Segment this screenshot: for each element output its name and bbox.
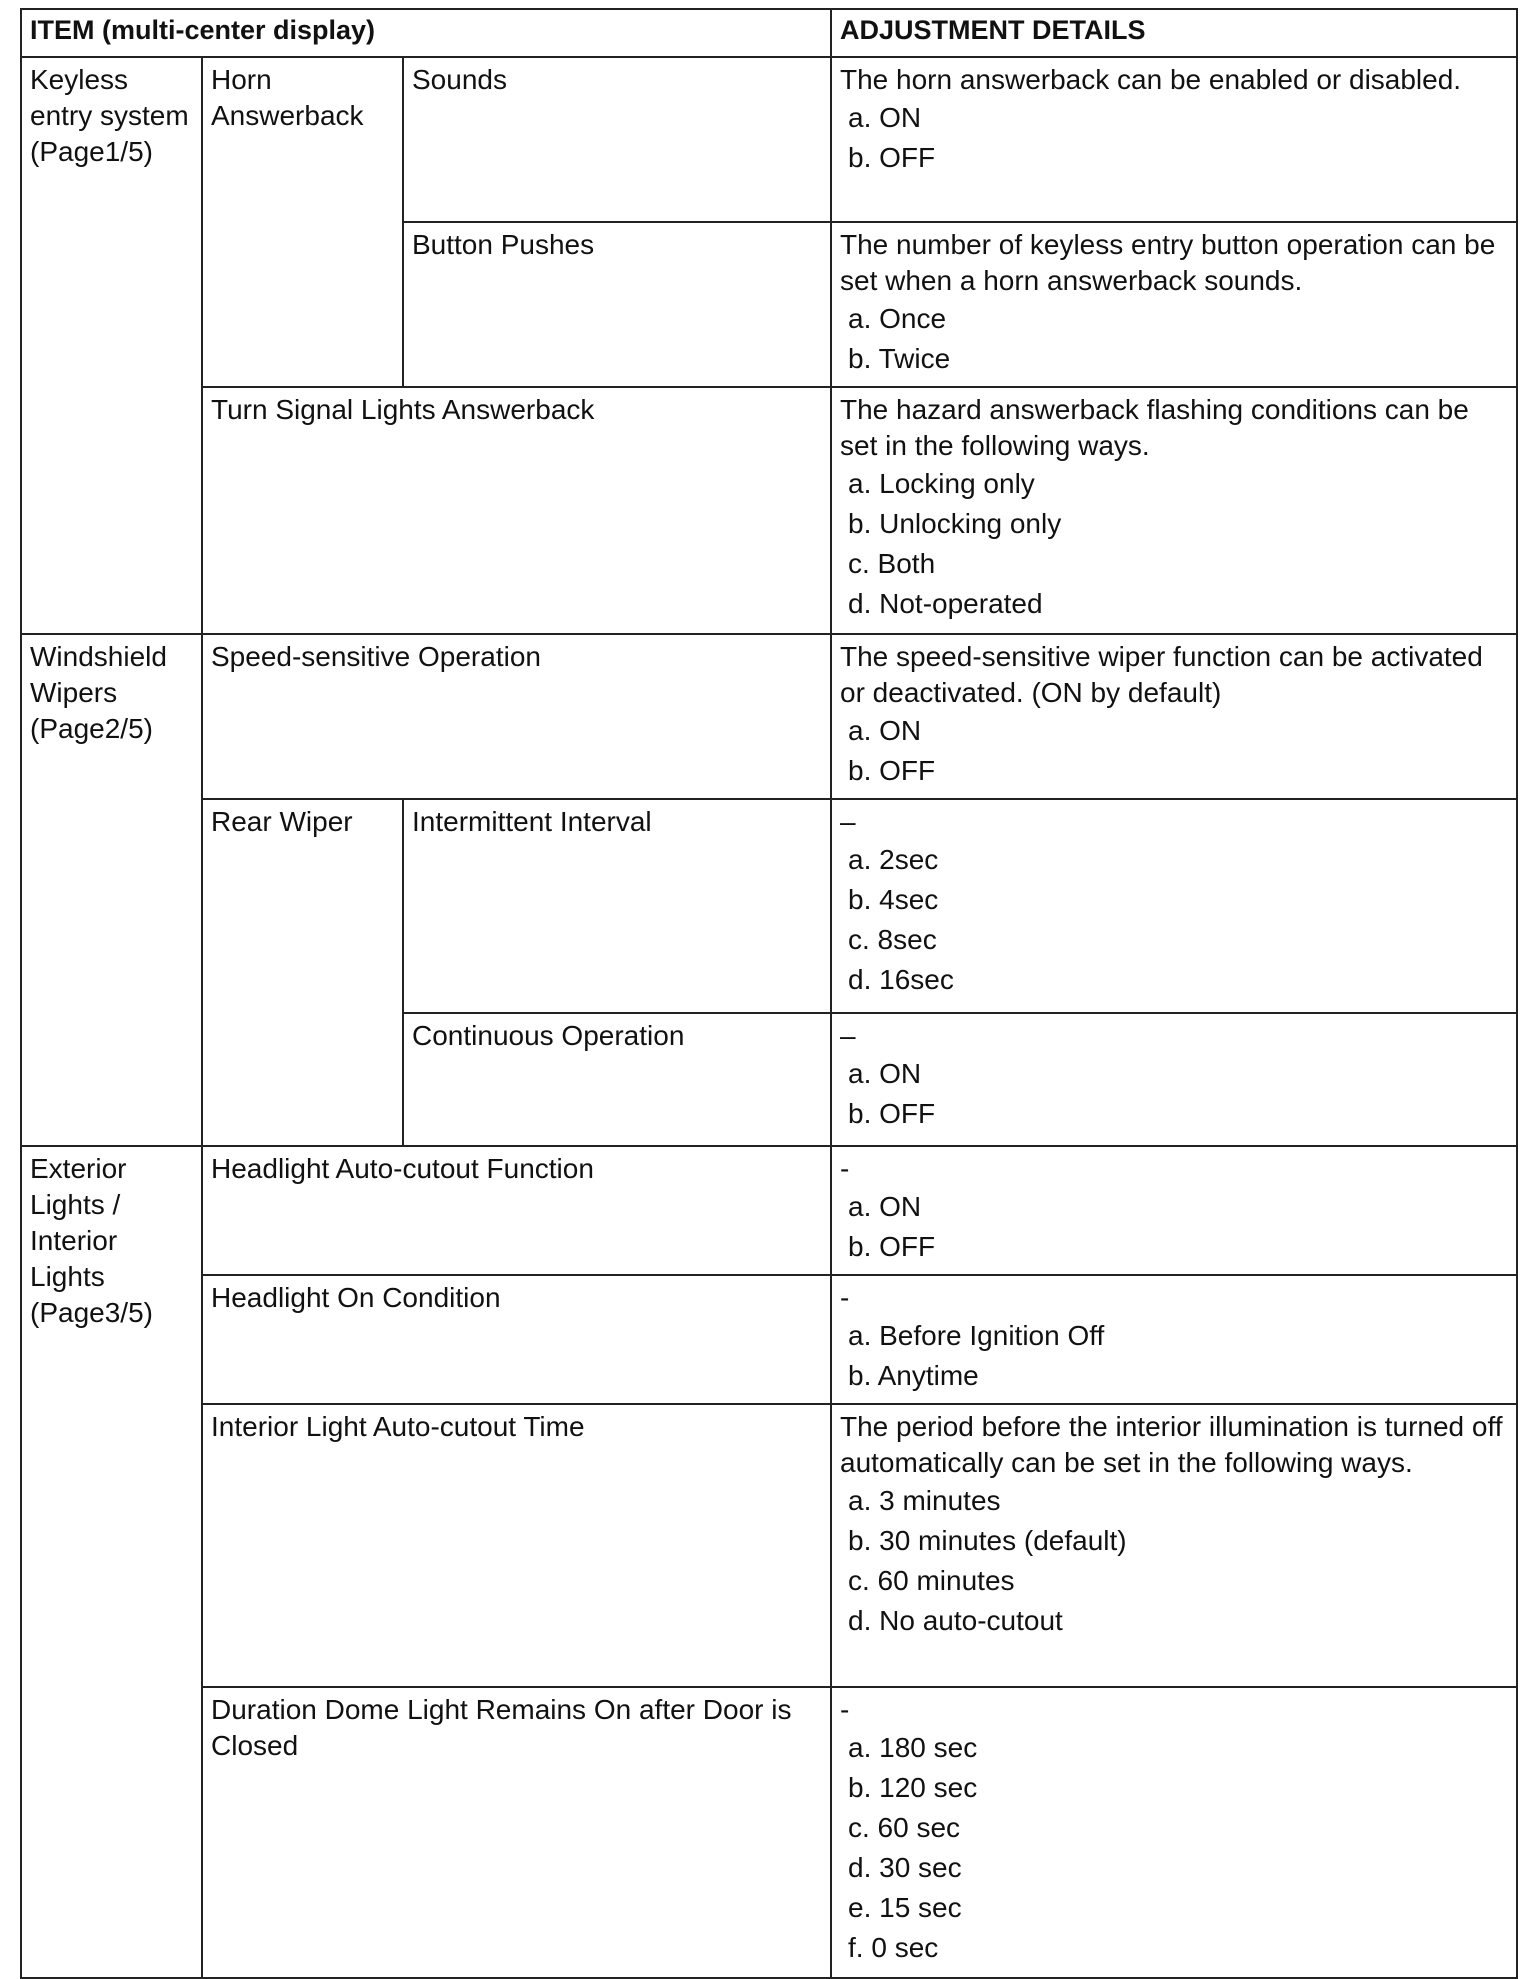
option: a. ON: [848, 1191, 922, 1222]
group-cell: Exterior Lights / Interior Lights (Page3/5): [21, 1146, 202, 1978]
option: c. Both: [848, 548, 936, 579]
group-cell: Windshield Wipers (Page2/5): [21, 634, 202, 1146]
option: a. 2sec: [848, 844, 939, 875]
description: -: [840, 1694, 850, 1725]
item-cell: Intermittent Interval: [403, 799, 831, 1013]
item-cell: Headlight Auto-cutout Function: [202, 1146, 831, 1275]
option: b. Twice: [848, 343, 951, 374]
option: c. 8sec: [848, 924, 937, 955]
option: b. 120 sec: [848, 1772, 978, 1803]
table-row: [21, 57, 1517, 222]
option: a. Once: [848, 303, 947, 334]
description: The speed-sensitive wiper function can be activated or deactivated. (ON by default): [840, 641, 1483, 708]
option: d. 16sec: [848, 964, 954, 995]
details-cell: [831, 799, 1517, 1013]
item-cell: Turn Signal Lights Answerback: [202, 387, 831, 634]
table-row: [21, 1146, 1517, 1275]
item-cell: Headlight On Condition: [202, 1275, 831, 1404]
item-cell: Duration Dome Light Remains On after Door is Closed: [202, 1687, 831, 1978]
description: The period before the interior illumination is turned off automatically can be set in the following ways.: [840, 1411, 1503, 1478]
option: b. Anytime: [848, 1360, 979, 1391]
description: The horn answerback can be enabled or disabled.: [840, 64, 1462, 95]
option: a. Locking only: [848, 468, 1035, 499]
adjustment-table: [20, 8, 1518, 1979]
group-cell: Keyless entry system (Page1/5): [21, 57, 202, 634]
details-cell: [831, 1275, 1517, 1404]
option: a. 3 minutes: [848, 1485, 1001, 1516]
option: b. OFF: [848, 1231, 936, 1262]
option: b. Unlocking only: [848, 508, 1062, 539]
details-cell: [831, 634, 1517, 799]
header-row: [21, 9, 1517, 57]
details-cell: [831, 1687, 1517, 1978]
option: d. Not-operated: [848, 588, 1043, 619]
description: -: [840, 1153, 850, 1184]
details-column-header: ADJUSTMENT DETAILS: [831, 9, 1517, 57]
subgroup-cell: Horn Answerback: [202, 57, 403, 387]
option: a. ON: [848, 102, 922, 133]
details-cell: [831, 1404, 1517, 1687]
option: b. 30 minutes (default): [848, 1525, 1127, 1556]
table-row: [21, 1404, 1517, 1687]
item-column-header: ITEM (multi-center display): [21, 9, 831, 57]
description: The number of keyless entry button operation can be set when a horn answerback sounds.: [840, 229, 1496, 296]
item-cell: Sounds: [403, 57, 831, 222]
item-cell: Button Pushes: [403, 222, 831, 387]
option: b. OFF: [848, 142, 936, 173]
item-cell: Interior Light Auto-cutout Time: [202, 1404, 831, 1687]
option: d. 30 sec: [848, 1852, 962, 1883]
details-cell: [831, 1146, 1517, 1275]
description: –: [840, 1020, 856, 1051]
option: c. 60 sec: [848, 1812, 961, 1843]
option: a. ON: [848, 1058, 922, 1089]
option: b. OFF: [848, 1098, 936, 1129]
details-cell: [831, 387, 1517, 634]
option: a. 180 sec: [848, 1732, 978, 1763]
description: -: [840, 1282, 850, 1313]
item-cell: Speed-sensitive Operation: [202, 634, 831, 799]
option: a. ON: [848, 715, 922, 746]
description: The hazard answerback flashing conditions can be set in the following ways.: [840, 394, 1469, 461]
details-cell: [831, 222, 1517, 387]
table-row: [21, 634, 1517, 799]
table-row: [21, 1687, 1517, 1978]
table-row: [21, 387, 1517, 634]
option: f. 0 sec: [848, 1932, 939, 1963]
option: e. 15 sec: [848, 1892, 962, 1923]
subgroup-cell: Rear Wiper: [202, 799, 403, 1146]
description: –: [840, 806, 856, 837]
option: c. 60 minutes: [848, 1565, 1015, 1596]
item-cell: Continuous Operation: [403, 1013, 831, 1146]
table-row: [21, 1275, 1517, 1404]
option: d. No auto-cutout: [848, 1605, 1063, 1636]
details-cell: [831, 1013, 1517, 1146]
option: a. Before Ignition Off: [848, 1320, 1105, 1351]
option: b. OFF: [848, 755, 936, 786]
table-row: [21, 799, 1517, 1013]
option: b. 4sec: [848, 884, 939, 915]
adjustment-table-document: [20, 8, 1516, 1979]
details-cell: [831, 57, 1517, 222]
